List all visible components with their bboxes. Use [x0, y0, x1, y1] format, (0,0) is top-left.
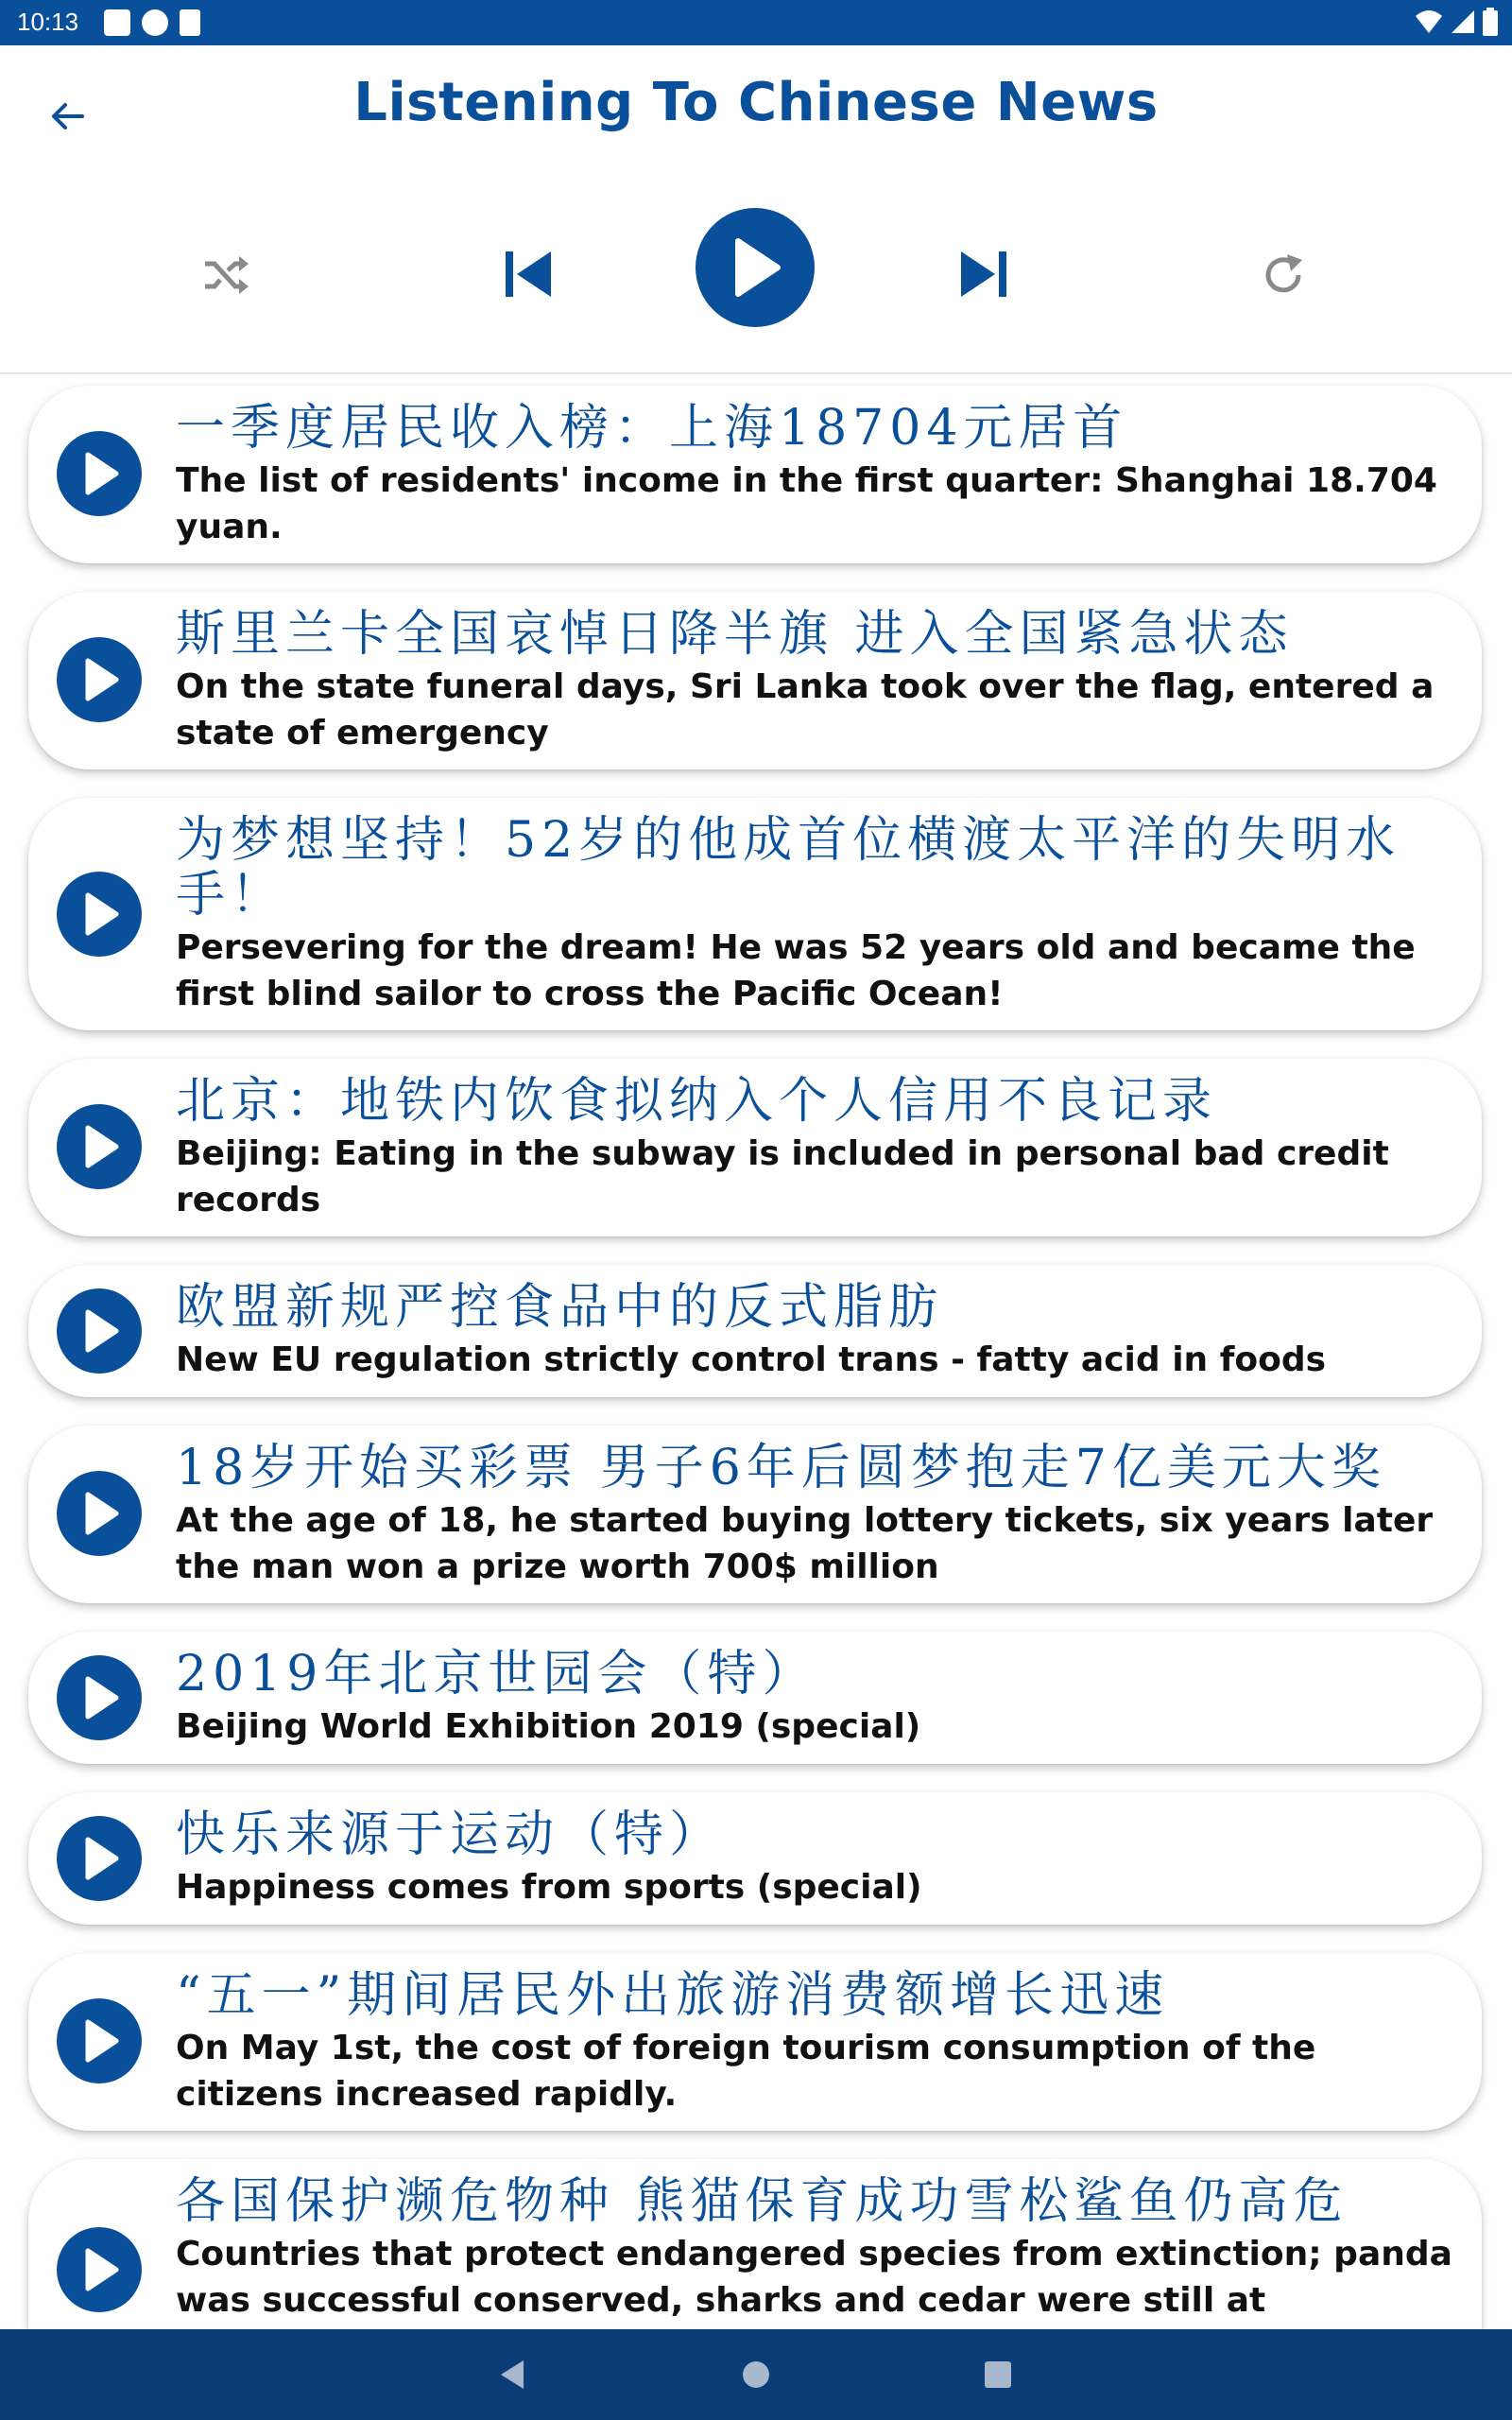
news-chinese-title: 各国保护濒危物种 熊猫保育成功雪松鲨鱼仍高危	[176, 2173, 1349, 2230]
shuffle-icon	[203, 254, 250, 296]
notification-icons	[104, 9, 200, 36]
news-item[interactable]	[28, 1953, 1482, 2131]
news-english-title: Beijing: Eating in the subway is included in personal bad credit records	[176, 1134, 1389, 1219]
repeat-icon	[1261, 252, 1306, 298]
news-chinese-title: 为梦想坚持！52岁的他成首位横渡太平洋的失明水手！	[176, 812, 1401, 924]
item-play-button[interactable]	[57, 2227, 142, 2312]
news-text	[176, 813, 1453, 1017]
play-icon	[78, 2247, 120, 2292]
page-title: Listening To Chinese News	[353, 72, 1159, 133]
news-english-title: On May 1st, the cost of foreign tourism consumption of the citizens increased rapidly.	[176, 2029, 1316, 2114]
news-chinese-title: 欧盟新规严控食品中的反式脂肪	[176, 1279, 944, 1336]
item-play-button[interactable]	[57, 872, 142, 957]
news-item[interactable]	[28, 1265, 1482, 1397]
play-icon	[78, 1124, 120, 1169]
play-icon	[78, 1491, 120, 1536]
news-english-title: At the age of 18, he started buying lottery tickets, six years later the man won a prize worth 700$ million	[176, 1501, 1434, 1586]
shuffle-button[interactable]	[189, 242, 265, 308]
item-play-button[interactable]	[57, 1816, 142, 1901]
status-bar	[0, 0, 1512, 45]
news-english-title: Countries that protect endangered species from extinction; panda was successful conserved, sharks and cedar were still at	[176, 2235, 1452, 2320]
nav-home-button[interactable]	[728, 2348, 784, 2401]
news-english-title: New EU regulation strictly control trans - fatty acid in foods	[176, 1340, 1327, 1379]
news-chinese-title: 斯里兰卡全国哀悼日降半旗 进入全国紧急状态	[176, 606, 1294, 663]
news-text	[176, 401, 1453, 550]
item-play-button[interactable]	[57, 1655, 142, 1740]
item-play-button[interactable]	[57, 1998, 142, 2083]
next-button[interactable]	[945, 236, 1021, 312]
news-english-title: On the state funeral days, Sri Lanka took over the flag, entered a state of emergency	[176, 667, 1435, 752]
play-icon	[78, 1675, 120, 1720]
news-item[interactable]	[28, 798, 1482, 1030]
recents-square-icon	[983, 2360, 1013, 2390]
news-item[interactable]	[28, 1792, 1482, 1925]
news-english-title: Persevering for the dream! He was 52 years old and became the first blind sailor to cross the Pacific Ocean!	[176, 928, 1416, 1013]
news-text	[176, 2174, 1453, 2324]
skip-previous-icon	[504, 250, 555, 299]
signal-icon	[1450, 9, 1476, 35]
system-icons	[1414, 8, 1499, 36]
notification-card-icon	[180, 9, 200, 36]
news-chinese-title: 一季度居民收入榜：上海18704元居首	[176, 400, 1128, 457]
battery-icon	[1482, 8, 1499, 36]
skip-next-icon	[957, 250, 1008, 299]
news-item[interactable]	[28, 386, 1482, 563]
player-controls	[0, 168, 1512, 374]
news-text	[176, 1647, 1453, 1750]
play-icon	[727, 237, 783, 298]
news-item[interactable]	[28, 2159, 1482, 2329]
news-chinese-title: 北京：地铁内饮食拟纳入个人信用不良记录	[176, 1073, 1218, 1130]
news-text	[176, 1280, 1453, 1383]
notification-circle-icon	[142, 9, 168, 36]
system-nav-bar	[0, 2329, 1512, 2420]
status-time: 10:13	[17, 8, 79, 36]
item-play-button[interactable]	[57, 637, 142, 722]
nav-recents-button[interactable]	[970, 2348, 1026, 2401]
item-play-button[interactable]	[57, 1104, 142, 1189]
news-english-title: Beijing World Exhibition 2019 (special)	[176, 1707, 921, 1746]
wifi-icon	[1414, 9, 1444, 35]
play-icon	[78, 2018, 120, 2064]
play-pause-button[interactable]	[696, 208, 815, 327]
news-item[interactable]	[28, 1426, 1482, 1603]
item-play-button[interactable]	[57, 1288, 142, 1374]
play-icon	[78, 657, 120, 702]
news-chinese-title: 快乐来源于运动（特）	[176, 1806, 725, 1863]
news-text	[176, 1441, 1453, 1590]
news-item[interactable]	[28, 592, 1482, 769]
previous-button[interactable]	[491, 236, 567, 312]
item-play-button[interactable]	[57, 431, 142, 516]
news-item[interactable]	[28, 1632, 1482, 1764]
news-chinese-title: 18岁开始买彩票 男子6年后圆梦抱走7亿美元大奖	[176, 1440, 1386, 1496]
news-english-title: The list of residents' income in the first quarter: Shanghai 18.704 yuan.	[176, 461, 1437, 546]
back-triangle-icon	[497, 2359, 527, 2391]
news-chinese-title: “五一”期间居民外出旅游消费额增长迅速	[176, 1967, 1170, 2024]
news-text	[176, 607, 1453, 756]
news-text	[176, 1074, 1453, 1223]
app-bar	[0, 45, 1512, 168]
news-english-title: Happiness comes from sports (special)	[176, 1868, 922, 1907]
play-icon	[78, 891, 120, 937]
play-icon	[78, 1308, 120, 1354]
news-chinese-title: 2019年北京世园会（特）	[176, 1646, 817, 1703]
repeat-button[interactable]	[1246, 242, 1321, 308]
news-item[interactable]	[28, 1059, 1482, 1236]
news-list[interactable]	[0, 374, 1512, 2329]
news-text	[176, 1968, 1453, 2118]
notification-square-icon	[104, 9, 130, 36]
nav-back-button[interactable]	[484, 2348, 541, 2401]
item-play-button[interactable]	[57, 1471, 142, 1556]
home-circle-icon	[740, 2359, 772, 2391]
play-icon	[78, 1836, 120, 1881]
play-icon	[78, 451, 120, 496]
news-text	[176, 1807, 1453, 1910]
